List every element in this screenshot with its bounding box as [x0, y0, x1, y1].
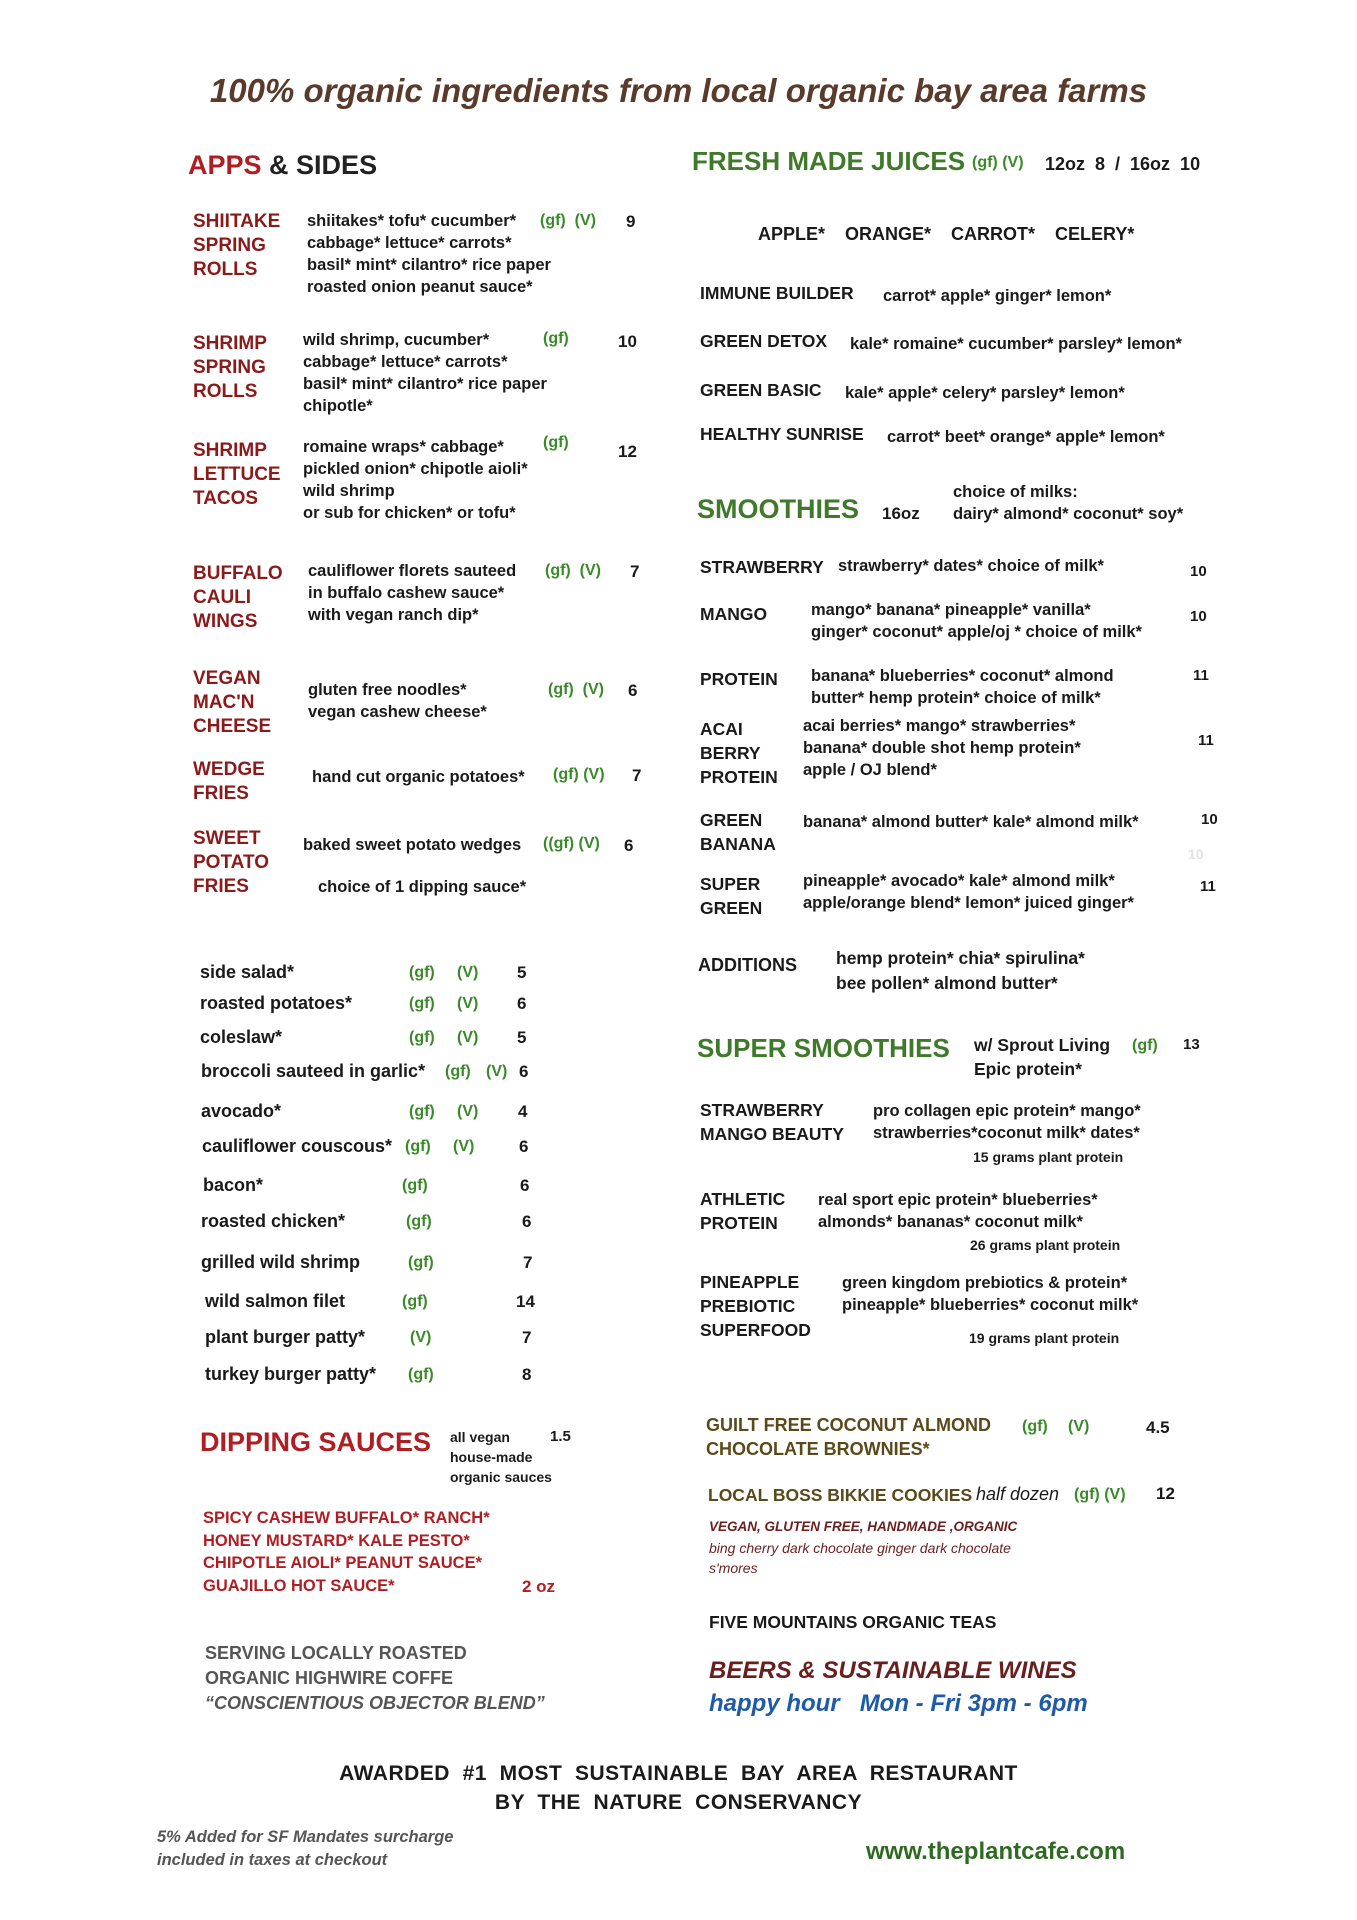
dipping-heading: DIPPING SAUCES	[200, 1427, 432, 1457]
side-item-price: 7	[523, 1253, 533, 1272]
smoothie-item-price: 11	[1198, 732, 1214, 749]
smoothie-item-desc: strawberry* dates* choice of milk*	[838, 557, 1104, 575]
app-item-desc: cauliflower florets sauteed in buffalo cashew sauce* with vegan ranch dip*	[308, 562, 517, 624]
super-smoothies-heading: SUPER SMOOTHIES	[697, 1033, 950, 1063]
coffee-line-1: SERVING LOCALLY ROASTED	[205, 1643, 467, 1663]
side-item-name: avocado*	[201, 1101, 282, 1121]
dipping-sauce-list: SPICY CASHEW BUFFALO* RANCH* HONEY MUSTARD* KALE PESTO* CHIPOTLE AIOLI* PEANUT SAUCE* GUAJILLO HOT SAUCE*	[203, 1509, 490, 1595]
dipping-size: 2 oz	[522, 1577, 556, 1596]
app-item-tags: (gf) (V)	[548, 681, 604, 698]
cookies-qty: half dozen	[976, 1484, 1060, 1504]
smoothie-item-name: MANGO	[700, 604, 768, 624]
smoothie-item-name: ACAI BERRY PROTEIN	[700, 719, 778, 787]
side-item-name: grilled wild shrimp	[201, 1252, 361, 1272]
app-item-price: 12	[618, 442, 637, 461]
smoothie-item-desc: mango* banana* pineapple* vanilla* ginger* coconut* apple/oj * choice of milk*	[811, 601, 1142, 641]
side-item-gf-tag: (gf)	[406, 1213, 432, 1230]
smoothie-item-desc: pineapple* avocado* kale* almond milk* apple/orange blend* lemon* juiced ginger*	[803, 872, 1134, 912]
smoothie-item-name: SUPER GREEN	[700, 874, 763, 918]
side-item-gf-tag: (gf)	[402, 1293, 428, 1310]
beers-wines-line: BEERS & SUSTAINABLE WINES	[709, 1657, 1077, 1684]
app-item-name: SHRIMP SPRING ROLLS	[193, 333, 267, 402]
app-item-name: SHIITAKE SPRING ROLLS	[193, 211, 281, 280]
coffee-line-2: ORGANIC HIGHWIRE COFFE	[205, 1668, 453, 1688]
super-smoothies-price: 13	[1183, 1036, 1200, 1053]
juices-heading: FRESH MADE JUICES	[692, 146, 966, 176]
award-banner	[0, 1759, 1357, 1817]
side-item-gf-tag: (gf)	[445, 1063, 471, 1080]
super-smoothie-name: PINEAPPLE PREBIOTIC SUPERFOOD	[700, 1272, 811, 1340]
juice-item-name: GREEN BASIC	[700, 380, 822, 400]
side-item-name: side salad*	[200, 962, 295, 982]
smoothie-item-price: 10	[1201, 811, 1218, 828]
side-item-price: 7	[522, 1328, 532, 1347]
side-item-price: 4	[518, 1102, 528, 1121]
brownie-v-tag: (V)	[1068, 1418, 1090, 1435]
juices-basics: APPLE* ORANGE* CARROT* CELERY*	[758, 224, 1135, 244]
app-item-price: 7	[630, 562, 640, 581]
happy-hour-line: happy hour Mon - Fri 3pm - 6pm	[709, 1690, 1088, 1717]
brownie-gf-tag: (gf)	[1022, 1418, 1048, 1435]
super-smoothie-protein: 19 grams plant protein	[969, 1330, 1120, 1346]
app-item-desc: baked sweet potato wedges	[303, 836, 522, 854]
side-item-v-tag: (V)	[457, 995, 479, 1012]
side-item-price: 6	[520, 1176, 530, 1195]
app-item-desc: romaine wraps* cabbage* pickled onion* chipotle aioli* wild shrimp or sub for chicken* or tofu*	[303, 438, 528, 522]
app-item-price: 6	[628, 681, 638, 700]
app-item-name: WEDGE FRIES	[193, 759, 265, 804]
side-item-gf-tag: (gf)	[409, 1029, 435, 1046]
super-smoothie-desc: pro collagen epic protein* mango* strawberries*coconut milk* dates*	[873, 1102, 1141, 1142]
side-item-name: broccoli sauteed in garlic*	[201, 1061, 426, 1081]
juice-item-desc: carrot* beet* orange* apple* lemon*	[887, 428, 1165, 446]
side-item-price: 6	[517, 994, 527, 1013]
surcharge-note: 5% Added for SF Mandates surcharge included in taxes at checkout	[157, 1828, 454, 1869]
app-item-tags: (gf) (V)	[545, 562, 601, 579]
side-item-name: coleslaw*	[200, 1027, 283, 1047]
additions-list: hemp protein* chia* spirulina* bee pollen* almond butter*	[836, 948, 1085, 993]
juices-sizes: 12oz 8 / 16oz 10	[1045, 154, 1201, 174]
app-item-price: 9	[626, 212, 636, 231]
side-item-name: turkey burger patty*	[205, 1364, 377, 1384]
side-item-gf-tag: (gf)	[409, 1103, 435, 1120]
app-item-price: 10	[618, 332, 637, 351]
smoothie-item-price: 11	[1200, 878, 1216, 895]
app-item-tags: (gf)	[543, 434, 569, 451]
side-item-name: roasted potatoes*	[200, 993, 353, 1013]
super-smoothie-name: ATHLETIC PROTEIN	[700, 1189, 786, 1233]
side-item-name: cauliflower couscous*	[202, 1136, 393, 1156]
cookies-tags: (gf) (V)	[1074, 1486, 1126, 1503]
cookies-note-2: bing cherry dark chocolate ginger dark chocolate s'mores	[709, 1540, 1011, 1576]
app-item-desc: wild shrimp, cucumber* cabbage* lettuce* carrots* basil* mint* cilantro* rice paper chipotle*	[303, 331, 547, 415]
side-item-gf-tag: (gf)	[408, 1366, 434, 1383]
app-item-tags: (gf) (V)	[540, 212, 596, 229]
app-item-name: SWEET POTATO FRIES	[193, 828, 269, 897]
super-smoothie-name: STRAWBERRY MANGO BEAUTY	[700, 1100, 844, 1144]
smoothie-item-name: GREEN BANANA	[700, 810, 776, 854]
juice-item-desc: kale* apple* celery* parsley* lemon*	[845, 384, 1125, 402]
side-item-v-tag: (V)	[457, 1103, 479, 1120]
super-smoothie-protein: 26 grams plant protein	[970, 1237, 1121, 1253]
app-item-price: 7	[632, 766, 642, 785]
app-item-tags: (gf)	[543, 330, 569, 347]
side-item-gf-tag: (gf)	[408, 1254, 434, 1271]
side-item-name: bacon*	[203, 1175, 264, 1195]
apps-heading: APPS & SIDES	[188, 150, 378, 180]
side-item-price: 14	[516, 1292, 535, 1311]
app-item-price: 6	[624, 836, 634, 855]
cookies-price: 12	[1156, 1484, 1175, 1503]
teas-line: FIVE MOUNTAINS ORGANIC TEAS	[709, 1612, 997, 1632]
juices-tags: (gf) (V)	[972, 154, 1024, 171]
side-item-v-tag: (V)	[486, 1063, 508, 1080]
app-item-desc: gluten free noodles* vegan cashew cheese*	[308, 681, 487, 721]
side-item-gf-tag: (gf)	[405, 1138, 431, 1155]
smoothie-item-price: 10	[1190, 608, 1207, 625]
side-item-gf-tag: (V)	[410, 1329, 432, 1346]
smoothie-item-price: 11	[1193, 667, 1209, 684]
dipping-price: 1.5	[550, 1428, 571, 1445]
smoothies-heading: SMOOTHIES	[697, 494, 860, 524]
brownie-price: 4.5	[1146, 1418, 1170, 1437]
smoothie-item-desc: acai berries* mango* strawberries* banana* double shot hemp protein* apple / OJ blend*	[803, 717, 1081, 779]
app-item-desc: shiitakes* tofu* cucumber* cabbage* lettuce* carrots* basil* mint* cilantro* rice paper roasted onion peanut sauce*	[307, 212, 551, 296]
juice-item-name: HEALTHY SUNRISE	[700, 424, 864, 444]
juice-item-name: IMMUNE BUILDER	[700, 283, 854, 303]
juice-item-desc: kale* romaine* cucumber* parsley* lemon*	[850, 335, 1182, 353]
smoothies-milks: choice of milks: dairy* almond* coconut* soy*	[953, 483, 1184, 523]
juice-item-name: GREEN DETOX	[700, 331, 828, 351]
super-smoothie-protein: 15 grams plant protein	[973, 1149, 1124, 1165]
side-item-gf-tag: (gf)	[409, 964, 435, 981]
super-smoothies-note: w/ Sprout Living Epic protein*	[974, 1035, 1111, 1079]
side-item-name: plant burger patty*	[205, 1327, 366, 1347]
side-item-name: wild salmon filet	[205, 1291, 346, 1311]
super-smoothie-desc: real sport epic protein* blueberries* almonds* bananas* coconut milk*	[818, 1191, 1098, 1231]
app-item-desc: hand cut organic potatoes*	[312, 768, 525, 786]
app-item-name: BUFFALO CAULI WINGS	[193, 563, 283, 632]
website-link[interactable]: www.theplantcafe.com	[866, 1838, 1126, 1865]
award-line-1: AWARDED #1 MOST SUSTAINABLE BAY AREA RESTAURANT	[339, 1762, 1018, 1785]
app-item-tags: ((gf) (V)	[543, 835, 600, 852]
side-item-v-tag: (V)	[457, 964, 479, 981]
side-item-name: roasted chicken*	[201, 1211, 346, 1231]
coffee-line-3: “CONSCIENTIOUS OBJECTOR BLEND”	[205, 1693, 545, 1713]
dipping-note: all vegan house-made organic sauces	[450, 1429, 552, 1485]
app-item-desc-extra: choice of 1 dipping sauce*	[318, 878, 527, 896]
brownie-name: GUILT FREE COCONUT ALMOND CHOCOLATE BROWNIES*	[706, 1415, 991, 1459]
side-item-price: 5	[517, 1028, 527, 1047]
app-item-name: VEGAN MAC'N CHEESE	[193, 668, 272, 737]
cookies-name: LOCAL BOSS BIKKIE COOKIES	[708, 1485, 973, 1505]
smoothie-item-desc: banana* almond butter* kale* almond milk*	[803, 813, 1139, 831]
additions-label: ADDITIONS	[698, 955, 797, 975]
side-item-v-tag: (V)	[453, 1138, 475, 1155]
side-item-price: 6	[522, 1212, 532, 1231]
super-smoothies-tags: (gf)	[1132, 1037, 1158, 1054]
smoothie-item-name: PROTEIN	[700, 669, 778, 689]
side-item-price: 6	[519, 1062, 529, 1081]
coffee-note	[205, 1641, 545, 1716]
side-item-price: 8	[522, 1365, 532, 1384]
super-smoothie-desc: green kingdom prebiotics & protein* pineapple* blueberries* coconut milk*	[842, 1274, 1139, 1314]
smoothie-item-desc: banana* blueberries* coconut* almond butter* hemp protein* choice of milk*	[811, 667, 1114, 707]
side-item-gf-tag: (gf)	[409, 995, 435, 1012]
smoothie-item-price: 10	[1190, 563, 1207, 580]
side-item-gf-tag: (gf)	[402, 1177, 428, 1194]
tagline: 100% organic ingredients from local organic bay area farms	[209, 72, 1148, 109]
app-item-name: SHRIMP LETTUCE TACOS	[193, 440, 281, 509]
award-line-2: BY THE NATURE CONSERVANCY	[494, 1791, 863, 1814]
juice-item-desc: carrot* apple* ginger* lemon*	[883, 287, 1112, 305]
app-item-tags: (gf) (V)	[553, 766, 605, 783]
smoothie-ghost-price: 10	[1188, 846, 1204, 862]
smoothies-size: 16oz	[882, 504, 920, 523]
side-item-price: 6	[519, 1137, 529, 1156]
smoothie-item-name: STRAWBERRY	[700, 557, 824, 577]
side-item-price: 5	[517, 963, 527, 982]
side-item-v-tag: (V)	[457, 1029, 479, 1046]
cookies-note-1: VEGAN, GLUTEN FREE, HANDMADE ,ORGANIC	[709, 1519, 1018, 1534]
